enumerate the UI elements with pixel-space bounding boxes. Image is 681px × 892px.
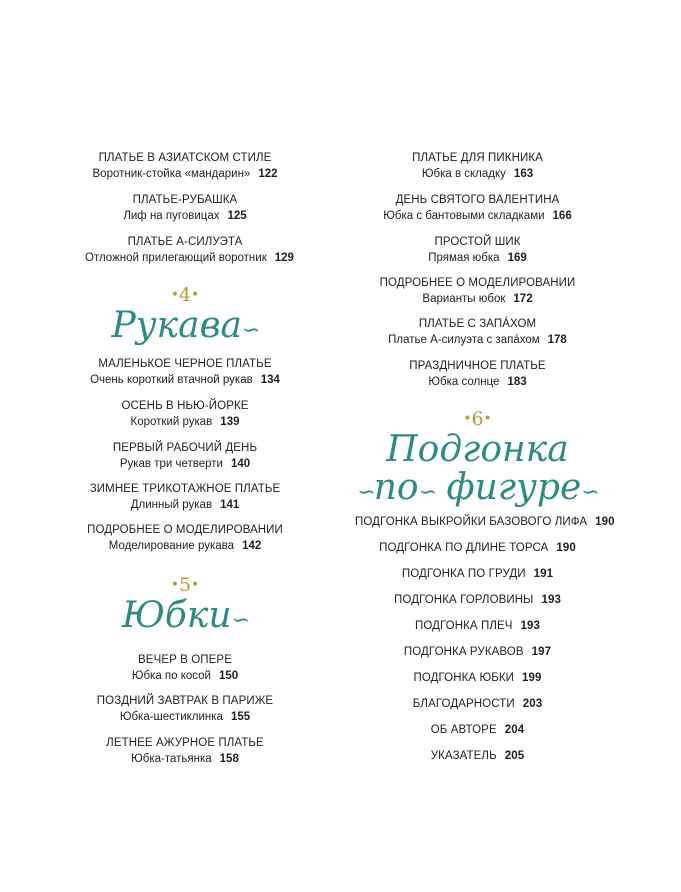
page-number: 183 [507, 376, 527, 388]
page-number: 203 [522, 698, 543, 710]
toc-entry[interactable] [355, 515, 615, 530]
page-number: 172 [513, 293, 533, 305]
entry-subtitle-text: Длинный рукав [130, 499, 213, 511]
page-number: 178 [547, 334, 567, 346]
page-number: 191 [533, 568, 554, 580]
entry-subtitle-text: Лиф на пуговицах [123, 210, 220, 222]
flourish-icon: ∽ [581, 480, 598, 505]
entry-title: ПОДРОБНЕЕ О МОДЕЛИРОВАНИИ [87, 524, 283, 536]
entry-subtitle [85, 498, 285, 513]
entry-subtitle-text: Короткий рукав [130, 416, 213, 428]
entry-subtitle-text: Отложной прилегающий воротник [85, 252, 267, 264]
page-number: 190 [556, 542, 576, 554]
entry-title: УКАЗАТЕЛЬ 205 [430, 750, 525, 762]
toc-entry[interactable] [355, 276, 600, 307]
entry-subtitle-text: Юбка с бантовыми складками [383, 210, 545, 222]
page-number: 199 [522, 672, 542, 684]
entry-subtitle-text: Очень короткий втачной рукав [90, 374, 253, 386]
chapter-heading-6 [355, 409, 600, 512]
page-number: 193 [541, 594, 561, 606]
entry-subtitle [85, 539, 285, 554]
page-number: 163 [513, 168, 534, 180]
toc-entry[interactable] [355, 567, 600, 582]
toc-entry[interactable] [355, 645, 600, 660]
toc-entry[interactable] [355, 151, 600, 182]
chapter-title-line2: ∽по∽ фигуре∽ [357, 467, 598, 508]
page-number: 134 [260, 374, 280, 386]
page-number: 140 [230, 458, 251, 470]
page-number: 150 [218, 670, 239, 682]
page-number: 197 [531, 646, 552, 658]
toc-entry[interactable] [355, 193, 600, 224]
entry-title: ПЛАТЬЕ-РУБАШКА [132, 194, 238, 206]
toc-entry[interactable] [355, 541, 600, 556]
entry-subtitle-text: Юбка-татьянка [131, 753, 212, 765]
toc-entry[interactable] [85, 193, 285, 224]
entry-title: ПРАЗДНИЧНОЕ ПЛАТЬЕ [409, 360, 546, 372]
page-number: 142 [242, 540, 262, 552]
page-number: 193 [520, 620, 541, 632]
entry-title: ПОДГОНКА РУКАВОВ 197 [403, 646, 552, 658]
page-number: 204 [504, 724, 525, 736]
toc-entry[interactable] [355, 235, 600, 266]
entry-title: ПОДГОНКА ВЫКРОЙКИ БАЗОВОГО ЛИФА 190 [355, 516, 615, 528]
entry-subtitle-text: Юбка-шестиклинка [119, 711, 223, 723]
toc-entry[interactable] [355, 697, 600, 712]
chapter-title: Рукава∽ [111, 305, 259, 346]
toc-entry[interactable] [85, 357, 285, 388]
chapter-title-line1: Подгонка [386, 429, 569, 470]
toc-entry[interactable] [355, 619, 600, 634]
entry-title: ЗИМНЕЕ ТРИКОТАЖНОЕ ПЛАТЬЕ [89, 483, 281, 495]
entry-title: ПОДГОНКА ПЛЕЧ 193 [414, 620, 541, 632]
entry-subtitle [85, 373, 285, 388]
toc-entry[interactable] [85, 399, 285, 430]
entry-subtitle-text: Моделирование рукава [108, 540, 235, 552]
page-number: 158 [219, 753, 239, 765]
entry-subtitle-text: Варианты юбок [422, 293, 506, 305]
entry-title: ПЛАТЬЕ С ЗАПÁХОМ [418, 318, 537, 330]
page-number: 122 [258, 168, 278, 180]
entry-subtitle [355, 251, 600, 266]
chapter-number: •4• [170, 284, 200, 306]
entry-subtitle [85, 457, 285, 472]
entry-title: ПОДГОНКА ПО ГРУДИ 191 [401, 568, 554, 580]
entry-subtitle-text: Юбка по косой [131, 670, 211, 682]
entry-title: МАЛЕНЬКОЕ ЧЕРНОЕ ПЛАТЬЕ [98, 358, 272, 370]
entry-subtitle [85, 415, 285, 430]
page-number: 139 [220, 416, 240, 428]
toc-entry[interactable] [355, 359, 600, 390]
chapter-title: Юбки∽ [121, 595, 249, 636]
entry-subtitle [355, 292, 600, 307]
chapter-heading-4 [85, 285, 285, 350]
entry-title: ПОДГОНКА ПО ДЛИНЕ ТОРСА 190 [379, 542, 576, 554]
flourish-icon: ∽ [242, 318, 259, 343]
toc-entry[interactable] [355, 317, 600, 348]
entry-title: ПОДРОБНЕЕ О МОДЕЛИРОВАНИИ [379, 277, 576, 289]
toc-entry[interactable] [85, 653, 285, 684]
entry-title: ПРОСТОЙ ШИК [434, 236, 521, 248]
page-number: 155 [230, 711, 251, 723]
entry-subtitle-text: Юбка в складку [421, 168, 506, 180]
toc-entry[interactable] [355, 593, 600, 608]
entry-subtitle-text: Платье А-силуэта с запáхом [388, 334, 540, 346]
entry-title: ОСЕНЬ В НЬЮ-ЙОРКЕ [121, 400, 249, 412]
entry-title: ОБ АВТОРЕ 204 [430, 724, 525, 736]
entry-subtitle [85, 251, 294, 266]
entry-title: ПОДГОНКА ГОРЛОВИНЫ 193 [394, 594, 561, 606]
entry-subtitle [355, 375, 600, 390]
entry-subtitle-text: Воротник-стойка «мандарин» [92, 168, 251, 180]
entry-title: ПЕРВЫЙ РАБОЧИЙ ДЕНЬ [112, 442, 258, 454]
toc-entry[interactable] [355, 671, 600, 686]
flourish-icon: ∽ [418, 480, 436, 505]
entry-title: ПЛАТЬЕ А-СИЛУЭТА [127, 236, 243, 248]
entry-subtitle [85, 710, 285, 725]
toc-entry[interactable] [355, 723, 600, 738]
entry-subtitle [85, 669, 285, 684]
entry-title: ВЕЧЕР В ОПЕРЕ [138, 654, 232, 666]
entry-subtitle [85, 209, 285, 224]
entry-title: ДЕНЬ СВЯТОГО ВАЛЕНТИНА [395, 194, 560, 206]
entry-subtitle-text: Прямая юбка [428, 252, 500, 264]
toc-entry[interactable] [85, 694, 285, 725]
entry-subtitle [355, 209, 600, 224]
entry-subtitle [85, 752, 285, 767]
entry-subtitle [355, 333, 600, 348]
page-number: 190 [595, 516, 615, 528]
page-number: 169 [507, 252, 527, 264]
entry-title: БЛАГОДАРНОСТИ 203 [412, 698, 543, 710]
toc-entry[interactable] [85, 441, 285, 472]
page-number: 205 [504, 750, 525, 762]
toc-entry[interactable] [85, 523, 285, 554]
flourish-icon: ∽ [357, 480, 374, 505]
entry-title: ПЛАТЬЕ В АЗИАТСКОМ СТИЛЕ [98, 152, 272, 164]
toc-entry[interactable] [355, 749, 600, 764]
entry-title: ПОДГОНКА ЮБКИ 199 [413, 672, 542, 684]
page-number: 166 [552, 210, 572, 222]
flourish-icon: ∽ [231, 608, 249, 633]
toc-entry[interactable] [85, 235, 294, 266]
chapter-number: •6• [463, 408, 492, 430]
entry-title: ЛЕТНЕЕ АЖУРНОЕ ПЛАТЬЕ [106, 737, 264, 749]
chapter-heading-5 [85, 575, 285, 640]
entry-subtitle-text: Юбка солнце [428, 376, 500, 388]
toc-entry[interactable] [85, 736, 285, 767]
page-number: 129 [274, 252, 294, 264]
toc-entry[interactable] [85, 151, 285, 182]
entry-subtitle-text: Рукав три четверти [119, 458, 223, 470]
chapter-number: •5• [170, 574, 200, 596]
page-number: 125 [227, 210, 247, 222]
entry-subtitle [85, 167, 285, 182]
page-number: 141 [220, 499, 240, 511]
entry-title: ПЛАТЬЕ ДЛЯ ПИКНИКА [412, 152, 543, 164]
toc-entry[interactable] [85, 482, 285, 513]
entry-subtitle [355, 167, 600, 182]
entry-title: ПОЗДНИЙ ЗАВТРАК В ПАРИЖЕ [96, 695, 274, 707]
